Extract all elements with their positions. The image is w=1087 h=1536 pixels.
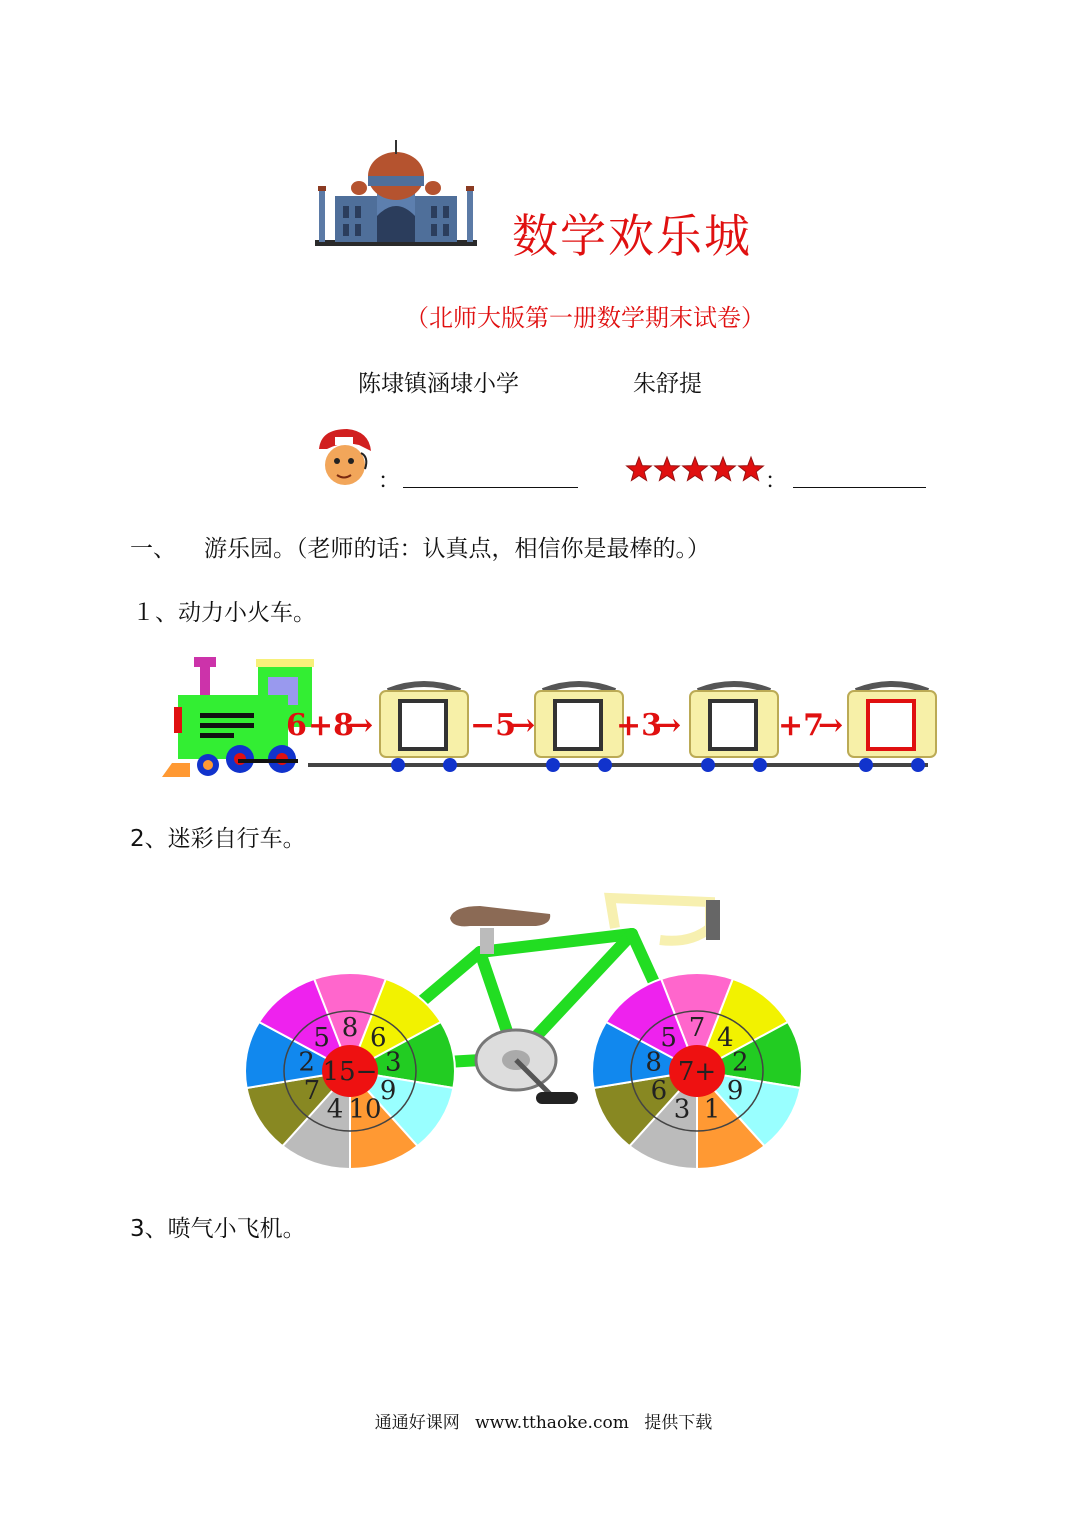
wheel-hub-operation: 7+ (677, 1057, 717, 1087)
mosque-icon (315, 138, 477, 246)
question-2-label: 2、迷彩自行车。 (130, 826, 306, 852)
stars-rating (625, 455, 765, 485)
wheel-number: 4 (326, 1094, 344, 1125)
wheel-number: 3 (385, 1047, 402, 1078)
train-illustration (158, 655, 938, 783)
train-wagon (690, 684, 778, 772)
answer-box[interactable] (710, 701, 756, 749)
score-blank-line[interactable] (793, 487, 926, 488)
wheel-hub-operation: 15− (322, 1057, 378, 1087)
star-icon (655, 457, 680, 481)
train-operation: +3 (616, 708, 663, 743)
train-operation: +8 (308, 708, 355, 743)
train-wagon (848, 684, 936, 772)
score-colon: ： (765, 469, 788, 494)
author-name: 朱舒提 (633, 371, 702, 397)
wheel-number: 10 (348, 1094, 382, 1125)
wheel-number: 5 (660, 1022, 677, 1053)
wheel-number: 1 (703, 1094, 721, 1125)
wheel-number: 7 (688, 1013, 706, 1043)
wheel-number: 8 (645, 1047, 662, 1078)
footer-site-name: 通通好课网 (374, 1413, 460, 1433)
answer-box[interactable] (868, 701, 914, 749)
section-heading: 游乐园。（老师的话：认真点，相信你是最棒的。） (204, 536, 710, 562)
train-wagon (535, 684, 623, 772)
question-3-label: 3、喷气小飞机。 (130, 1216, 306, 1242)
name-blank-line[interactable] (403, 487, 578, 488)
footer-url[interactable]: www.tthaoke.com (475, 1413, 629, 1433)
wheel-number: 4 (717, 1022, 734, 1053)
train-operation: −5 (470, 708, 517, 743)
wheel-number: 2 (732, 1047, 749, 1078)
answer-box[interactable] (555, 701, 601, 749)
wheel-number: 2 (298, 1047, 315, 1078)
star-icon (683, 457, 708, 481)
wheel-number: 6 (650, 1076, 668, 1106)
school-name: 陈埭镇涵埭小学 (358, 371, 519, 397)
page-title: 数学欢乐城 (512, 209, 752, 263)
train-arrow: → (348, 708, 374, 743)
wheel-number: 7 (303, 1076, 321, 1106)
wheel-number: 3 (673, 1094, 691, 1125)
student-avatar-icon (313, 425, 375, 489)
right-wheel (592, 973, 802, 1169)
train-wagon (380, 684, 468, 772)
footer (0, 1408, 1087, 1433)
train-start-number: 6 (286, 708, 307, 743)
star-icon (627, 457, 652, 481)
footer-note: 提供下载 (644, 1413, 713, 1433)
section-number: 一、 (130, 536, 176, 562)
star-icon (739, 457, 764, 481)
star-icon (711, 457, 736, 481)
page-subtitle: （北师大版第一册数学期末试卷） (405, 304, 765, 332)
wheel-number: 5 (313, 1022, 330, 1053)
wheel-number: 9 (726, 1076, 744, 1106)
bicycle-illustration (240, 888, 810, 1178)
left-wheel (245, 973, 455, 1169)
question-1-label: １、动力小火车。 (132, 600, 316, 626)
wheel-number: 9 (379, 1076, 397, 1106)
train-arrow: → (510, 708, 536, 743)
train-arrow: → (656, 708, 682, 743)
train-arrow: → (818, 708, 844, 743)
wheel-number: 8 (341, 1013, 359, 1043)
wheel-number: 6 (370, 1022, 387, 1053)
name-colon: ： (378, 469, 401, 494)
answer-box[interactable] (400, 701, 446, 749)
train-operation: +7 (778, 708, 825, 743)
